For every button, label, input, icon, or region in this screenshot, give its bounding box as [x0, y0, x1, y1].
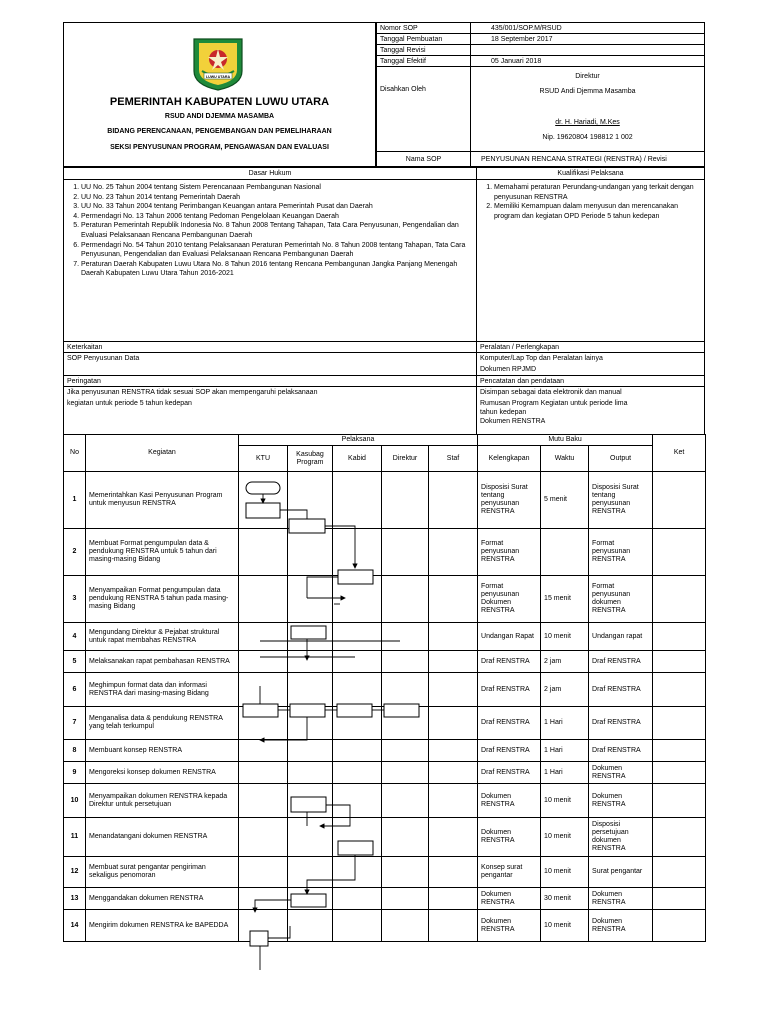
buat-value: 18 September 2017 [470, 33, 705, 45]
row-waktu: 10 menit [541, 857, 589, 888]
lane-staf [429, 472, 478, 529]
lane-ktu [239, 576, 288, 623]
lane-direktur [382, 762, 429, 784]
org-block [63, 22, 376, 167]
lane-kabid [333, 623, 382, 651]
lane-ktu [239, 623, 288, 651]
lane-staf [429, 740, 478, 762]
lane-direktur [382, 818, 429, 857]
lane-kasubag [288, 818, 333, 857]
row-kegiatan: Menganalisa data & pendukung RENSTRA yang telah terkumpul [86, 707, 239, 740]
col-kabid: Kabid [333, 446, 382, 472]
peralatan-line-1: Komputer/Lap Top dan Peralatan lainya [480, 355, 603, 362]
logo-caption: LUWU UTARA [205, 74, 231, 79]
dasar-hukum-item: 2. UU No. 23 Tahun 2014 tentang Pemerintah Daerah [81, 193, 473, 203]
kualifikasi-item: 1. Memahami peraturan Perundang-undangan yang terkait dengan penyusunan RENSTRA [494, 183, 701, 202]
row-ket [653, 857, 706, 888]
col-waktu: Waktu [541, 446, 589, 472]
peringatan-values [63, 386, 477, 435]
peralatan-title: Peralatan / Perlengkapan [476, 341, 705, 353]
table-row [64, 529, 706, 576]
dasar-hukum-title: Dasar Hukum [63, 167, 477, 180]
row-waktu: 5 menit [541, 472, 589, 529]
col-kegiatan: Kegiatan [86, 435, 239, 472]
efektif-value: 05 Januari 2018 [470, 55, 705, 67]
lane-kabid [333, 910, 382, 942]
lane-kabid [333, 529, 382, 576]
pencatatan-line-1: Disimpan sebagai data elektronik dan manual [480, 389, 622, 396]
row-output: Dokumen RENSTRA [589, 784, 653, 818]
row-kelengkapan: Draf RENSTRA [478, 707, 541, 740]
row-no: 13 [64, 888, 86, 910]
dasar-hukum-item: 3. UU No. 33 Tahun 2004 tentang Perimbangan Keuangan antara Pemerintah Pusat dan Daerah [81, 202, 473, 212]
pencatatan-title: Pencatatan dan pendataan [476, 375, 705, 387]
lane-kabid [333, 576, 382, 623]
row-output: Disposisi persetujuan dokumen RENSTRA [589, 818, 653, 857]
lane-staf [429, 623, 478, 651]
lane-kabid [333, 888, 382, 910]
row-kelengkapan: Konsep surat pengantar [478, 857, 541, 888]
row-ket [653, 740, 706, 762]
lane-staf [429, 762, 478, 784]
row-output: Format penyusunan dokumen RENSTRA [589, 576, 653, 623]
revisi-label: Tanggal Revisi [376, 44, 471, 56]
row-kegiatan: Membuat Format pengumpulan data & pendukung RENSTRA untuk 5 tahun dari masing-masing Bidang [86, 529, 239, 576]
peringatan-line-1: Jika penyusunan RENSTRA tidak sesuai SOP akan mempengaruhi pelaksanaan [67, 389, 318, 396]
row-waktu: 1 Hari [541, 740, 589, 762]
peringatan-line-2: kegiatan untuk periode 5 tahun kedepan [67, 400, 192, 407]
row-no: 9 [64, 762, 86, 784]
row-no: 8 [64, 740, 86, 762]
unit-name: RSUD ANDI DJEMMA MASAMBA [164, 113, 275, 120]
lane-ktu [239, 888, 288, 910]
lane-kasubag [288, 529, 333, 576]
row-kelengkapan: Format penyusunan RENSTRA [478, 529, 541, 576]
row-output: Format penyusunan RENSTRA [589, 529, 653, 576]
row-output: Draf RENSTRA [589, 673, 653, 707]
row-ket [653, 576, 706, 623]
nomor-value: 435/001/SOP.M/RSUD [470, 22, 705, 34]
row-kelengkapan: Format penyusunan Dokumen RENSTRA [478, 576, 541, 623]
row-no: 6 [64, 673, 86, 707]
col-staf: Staf [429, 446, 478, 472]
lane-kabid [333, 818, 382, 857]
table-row [64, 888, 706, 910]
row-output: Draf RENSTRA [589, 740, 653, 762]
row-kelengkapan: Draf RENSTRA [478, 651, 541, 673]
row-output: Dokumen RENSTRA [589, 762, 653, 784]
dasar-hukum-item: 6. Permendagri No. 54 Tahun 2010 tentang Pelaksanaan Peraturan Pemerintah No. 8 Tahun 2008 tentang Tahapan, Tata Cara Penyusunan, Pengendalian dan Evaluasi Pelaksanaan Rencana Pembangunan Daerah [81, 241, 473, 260]
lane-direktur [382, 529, 429, 576]
sop-header [63, 22, 705, 167]
row-no: 14 [64, 910, 86, 942]
official-nip: Nip. 19620804 198812 1 002 [542, 134, 633, 141]
lane-direktur [382, 576, 429, 623]
row-ket [653, 818, 706, 857]
lane-kabid [333, 707, 382, 740]
lane-kasubag [288, 472, 333, 529]
col-mutu-baku: Mutu Baku [478, 435, 653, 446]
lane-staf [429, 651, 478, 673]
table-row [64, 762, 706, 784]
dasar-hukum-item: 1. UU No. 25 Tahun 2004 tentang Sistem Perencanaan Pembangunan Nasional [81, 183, 473, 193]
row-waktu: 10 menit [541, 910, 589, 942]
col-kelengkapan: Kelengkapan [478, 446, 541, 472]
division-name: BIDANG PERENCANAAN, PENGEMBANGAN DAN PEMELIHARAAN [107, 128, 332, 135]
lane-kasubag [288, 651, 333, 673]
buat-label: Tanggal Pembuatan [376, 33, 471, 45]
table-row [64, 910, 706, 942]
lane-kasubag [288, 784, 333, 818]
row-kelengkapan: Disposisi Surat tentang penyusunan RENSTRA [478, 472, 541, 529]
row-kegiatan: Melaksanakan rapat pembahasan RENSTRA [86, 651, 239, 673]
luwu-utara-logo [190, 35, 246, 91]
col-pelaksana: Pelaksana [239, 435, 478, 446]
row-output: Surat pengantar [589, 857, 653, 888]
row-waktu: 2 jam [541, 673, 589, 707]
disahkan-label: Disahkan Oleh [376, 66, 471, 152]
row-ket [653, 472, 706, 529]
lane-ktu [239, 529, 288, 576]
lane-direktur [382, 623, 429, 651]
lane-direktur [382, 651, 429, 673]
lane-direktur [382, 707, 429, 740]
col-kasubag: Kasubag Program [288, 446, 333, 472]
row-waktu: 30 menit [541, 888, 589, 910]
row-no: 4 [64, 623, 86, 651]
row-output: Dokumen RENSTRA [589, 910, 653, 942]
lane-direktur [382, 888, 429, 910]
lane-staf [429, 857, 478, 888]
row-ket [653, 784, 706, 818]
col-direktur: Direktur [382, 446, 429, 472]
table-row [64, 623, 706, 651]
lane-ktu [239, 857, 288, 888]
lane-ktu [239, 472, 288, 529]
kualifikasi-title: Kualifikasi Pelaksana [476, 167, 705, 180]
table-row [64, 472, 706, 529]
nomor-label: Nomor SOP [376, 22, 471, 34]
official-name: dr. H. Hariadi, M.Kes [555, 119, 620, 126]
row-waktu [541, 529, 589, 576]
row-waktu: 10 menit [541, 623, 589, 651]
row-output: Dokumen RENSTRA [589, 888, 653, 910]
lane-kabid [333, 762, 382, 784]
lane-kasubag [288, 623, 333, 651]
lane-ktu [239, 673, 288, 707]
row-kegiatan: Mengirim dokumen RENSTRA ke BAPEDDA [86, 910, 239, 942]
row-no: 12 [64, 857, 86, 888]
kualifikasi-item: 2. Memiliki Kemampuan dalam menyusun dan merencanakan program dan kegiatan OPD Periode 5 tahun kedepan [494, 202, 701, 221]
lane-kasubag [288, 888, 333, 910]
efektif-label: Tanggal Efektif [376, 55, 471, 67]
nama-sop-label: Nama SOP [376, 151, 471, 167]
row-no: 1 [64, 472, 86, 529]
col-no: No [64, 435, 86, 472]
row-output: Disposisi Surat tentang penyusunan RENSTRA [589, 472, 653, 529]
row-no: 10 [64, 784, 86, 818]
row-ket [653, 529, 706, 576]
row-kegiatan: Membuant konsep RENSTRA [86, 740, 239, 762]
row-kegiatan: Meghimpun format data dan informasi RENSTRA dari masing-masing Bidang [86, 673, 239, 707]
row-ket [653, 888, 706, 910]
row-no: 3 [64, 576, 86, 623]
dasar-hukum-item: 4. Permendagri No. 13 Tahun 2006 tentang Pedoman Pengelolaan Keuangan Daerah [81, 212, 473, 222]
lane-kasubag [288, 910, 333, 942]
peringatan-title: Peringatan [63, 375, 477, 387]
row-kelengkapan: Dokumen RENSTRA [478, 818, 541, 857]
org-title: PEMERINTAH KABUPATEN LUWU UTARA [109, 96, 330, 108]
lane-staf [429, 888, 478, 910]
lane-staf [429, 910, 478, 942]
row-waktu: 10 menit [541, 818, 589, 857]
dasar-hukum-item: 7. Peraturan Daerah Kabupaten Luwu Utara No. 8 Tahun 2016 tentang Rencana Pembangunan Jangka Panjang Menengah Daerah Kabupaten Luwu Utara Tahun 2016-2021 [81, 260, 473, 279]
row-output: Undangan rapat [589, 623, 653, 651]
row-kegiatan: Membuat surat pengantar pengiriman sekaligus penomoran [86, 857, 239, 888]
lane-direktur [382, 673, 429, 707]
lane-direktur [382, 740, 429, 762]
row-no: 7 [64, 707, 86, 740]
pencatatan-line-4: Dokumen RENSTRA [480, 418, 546, 425]
table-row [64, 857, 706, 888]
lane-direktur [382, 857, 429, 888]
col-output: Output [589, 446, 653, 472]
lane-direktur [382, 784, 429, 818]
row-kegiatan: Mengundang Direktur & Pejabat struktural untuk rapat membahas RENSTRA [86, 623, 239, 651]
section-name: SEKSI PENYUSUNAN PROGRAM, PENGAWASAN DAN EVALUASI [110, 144, 329, 151]
row-ket [653, 651, 706, 673]
lane-ktu [239, 784, 288, 818]
row-kelengkapan: Draf RENSTRA [478, 762, 541, 784]
pencatatan-values [476, 386, 705, 435]
row-kegiatan: Memerintahkan Kasi Penyusunan Program untuk menyusun RENSTRA [86, 472, 239, 529]
lane-ktu [239, 740, 288, 762]
keterkaitan-title: Keterkaitan [63, 341, 477, 353]
lane-direktur [382, 910, 429, 942]
table-row [64, 576, 706, 623]
pencatatan-line-3: tahun kedepan [480, 409, 527, 416]
procedure-table [63, 434, 706, 942]
row-waktu: 1 Hari [541, 762, 589, 784]
row-kelengkapan: Dokumen RENSTRA [478, 910, 541, 942]
lane-kabid [333, 472, 382, 529]
peralatan-values [476, 352, 705, 376]
row-kegiatan: Mengoreksi konsep dokumen RENSTRA [86, 762, 239, 784]
table-row [64, 707, 706, 740]
row-kegiatan: Menyampaikan Format pengumpulan data pendukung RENSTRA 5 tahun pada masing-masing Bidang [86, 576, 239, 623]
lane-ktu [239, 762, 288, 784]
col-ket: Ket [653, 435, 706, 472]
table-row [64, 673, 706, 707]
lane-staf [429, 784, 478, 818]
pengesahan-block [470, 66, 705, 152]
lane-staf [429, 818, 478, 857]
peralatan-line-2: Dokumen RPJMD [480, 366, 537, 373]
table-row [64, 740, 706, 762]
table-row [64, 818, 706, 857]
row-kegiatan: Menggandakan dokumen RENSTRA [86, 888, 239, 910]
row-kelengkapan: Draf RENSTRA [478, 673, 541, 707]
row-no: 2 [64, 529, 86, 576]
lane-kabid [333, 784, 382, 818]
row-output: Draf RENSTRA [589, 651, 653, 673]
keterkaitan-value: SOP Penyusunan Data [63, 352, 477, 376]
lane-ktu [239, 707, 288, 740]
pencatatan-line-2: Rumusan Program Kegiatan untuk periode lima [480, 400, 628, 407]
row-no: 11 [64, 818, 86, 857]
lane-staf [429, 707, 478, 740]
row-kegiatan: Menandatangani dokumen RENSTRA [86, 818, 239, 857]
row-waktu: 2 jam [541, 651, 589, 673]
row-ket [653, 623, 706, 651]
lane-kasubag [288, 707, 333, 740]
row-ket [653, 673, 706, 707]
rsud-name: RSUD Andi Djemma Masamba [539, 88, 636, 95]
dasar-hukum-list [63, 179, 477, 342]
lane-staf [429, 576, 478, 623]
row-ket [653, 762, 706, 784]
lane-ktu [239, 651, 288, 673]
lane-kabid [333, 673, 382, 707]
table-row [64, 784, 706, 818]
lane-kasubag [288, 857, 333, 888]
lane-direktur [382, 472, 429, 529]
col-ktu: KTU [239, 446, 288, 472]
lane-kabid [333, 651, 382, 673]
direktur-title: Direktur [575, 73, 600, 80]
row-ket [653, 707, 706, 740]
table-row [64, 651, 706, 673]
lane-ktu [239, 910, 288, 942]
row-kelengkapan: Dokumen RENSTRA [478, 888, 541, 910]
row-kelengkapan: Dokumen RENSTRA [478, 784, 541, 818]
row-waktu: 1 Hari [541, 707, 589, 740]
row-output: Draf RENSTRA [589, 707, 653, 740]
row-kegiatan: Menyampaikan dokumen RENSTRA kepada Direktur untuk persetujuan [86, 784, 239, 818]
row-waktu: 15 menit [541, 576, 589, 623]
row-kelengkapan: Draf RENSTRA [478, 740, 541, 762]
row-kelengkapan: Undangan Rapat [478, 623, 541, 651]
lane-kasubag [288, 762, 333, 784]
lane-kasubag [288, 673, 333, 707]
lane-staf [429, 673, 478, 707]
nama-sop-value: PENYUSUNAN RENCANA STRATEGI (RENSTRA) / Revisi [470, 151, 705, 167]
row-ket [653, 910, 706, 942]
row-waktu: 10 menit [541, 784, 589, 818]
lane-kabid [333, 857, 382, 888]
lane-staf [429, 529, 478, 576]
dasar-hukum-item: 5. Peraturan Pemerintah Republik Indonesia No. 8 Tahun 2008 Tentang Tahapan, Tata Cara Penyusunan, Pengendalian dan Evaluasi Pelaksanaan Rencana Pembangunan Daerah [81, 221, 473, 240]
lane-kabid [333, 740, 382, 762]
lane-kasubag [288, 740, 333, 762]
lane-kasubag [288, 576, 333, 623]
row-no: 5 [64, 651, 86, 673]
kualifikasi-list [476, 179, 705, 342]
lane-ktu [239, 818, 288, 857]
